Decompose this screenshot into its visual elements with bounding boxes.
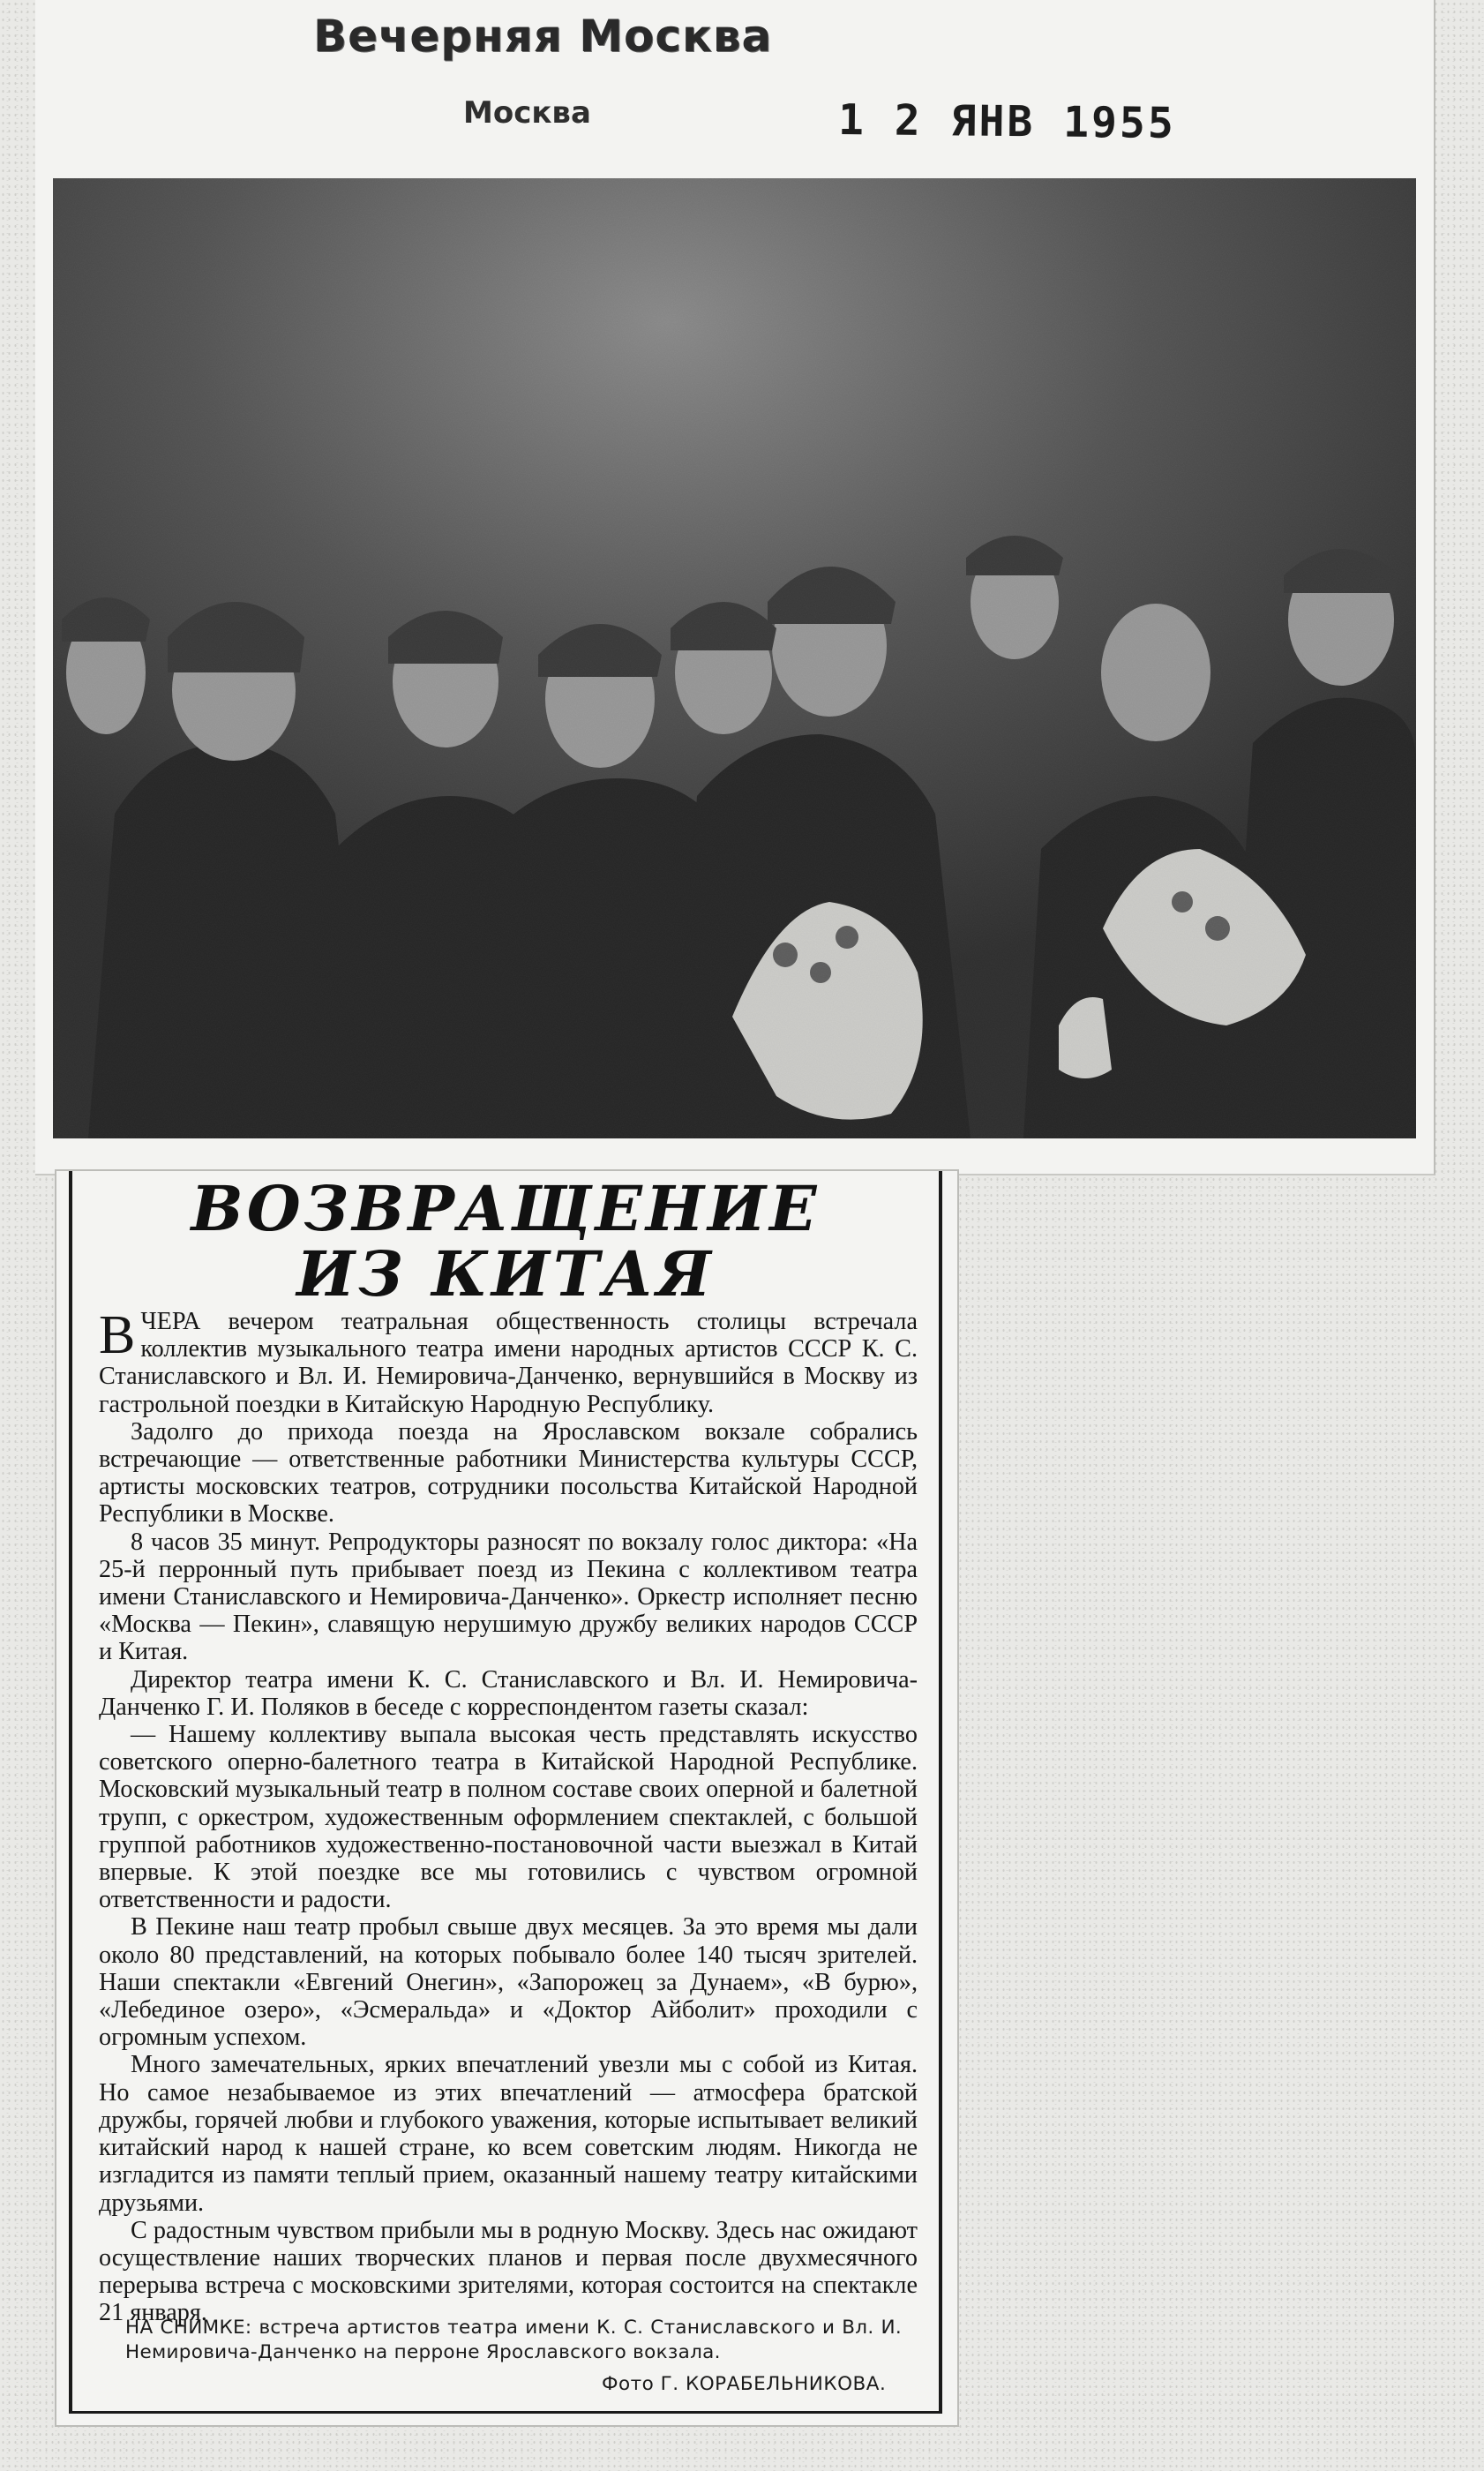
article-frame [69,1171,942,2414]
drop-cap: В [99,1305,136,1365]
paragraph-2: Задолго до прихода поезда на Ярославском вокзале собрались встречающие — ответственные работники Министерства культуры СССР, артисты московских театров, сотрудники посольства Китайской Народной Республики в Москве. [99,1417,918,1528]
article-body [99,1305,918,2327]
clipping-top [35,0,1435,1175]
paragraph-1-text: ЧЕРА вечером театральная общественность столицы встречала коллектив музыкального театра имени народных артистов СССР К. С. Станиславского и Вл. И. Немировича-Данченко, вернувшийся в Москву из гастрольной поездки в Китайскую Народную Республику. [99,1308,918,1418]
clipping-article [55,1169,959,2427]
paragraph-5: — Нашему коллективу выпала высокая честь представлять искусство советского оперно-балетного театра в Китайской Народной Республике. Московский музыкальный театр в полном составе своих оперной и балетной трупп, с оркестром, художественным оформлением спектаклей, с большой группой работников художественно-постановочной части выезжал в Китай впервые. К этой поездке все мы готовились с чувством огромной ответственности и радости. [99,1721,918,1914]
headline-line-2: ИЗ КИТАЯ [296,1237,715,1311]
paragraph-7: Много замечательных, ярких впечатлений увезли мы с собой из Китая. Но самое незабываемое из этих впечатлений — атмосфера братской дружбы, горячей любви и глубокого уважения, которые испытывает великий китайский народ к нашей стране, ко всем советским людям. Никогда не изгладится из памяти теплый прием, оказанный нашему театру китайскими друзьями. [99,2051,918,2217]
paragraph-3: 8 часов 35 минут. Репродукторы разносят по вокзалу голос диктора: «На 25-й перронный путь прибывает поезд из Пекина с коллективом театра имени Станиславского и Немировича-Данченко». Оркестр исполняет песню «Москва — Пекин», славящую нерушимую дружбу великих народов СССР и Китая. [99,1528,918,1666]
photo-caption: НА СНИМКЕ: встреча артистов театра имени К. С. Станиславского и Вл. И. Немировича-Данченко на перроне Ярославского вокзала. [125,2317,902,2363]
newspaper-title: Вечерняя Москва [313,11,773,62]
paragraph-4: Директор театра имени К. С. Станиславского и Вл. И. Немировича-Данченко Г. И. Поляков в беседе с корреспондентом газеты сказал: [99,1665,918,1721]
paragraph-6: В Пекине наш театр пробыл свыше двух месяцев. За это время мы дали около 80 представлений, на которых побывало более 140 тысяч зрителей. Наши спектакли «Евгений Онегин», «Запорожец за Дунаем», «В бурю», «Лебединое озеро», «Эсмеральда» и «Доктор Айболит» проходили с огромным успехом. [99,1913,918,2052]
headline-line-1: ВОЗВРАЩЕНИЕ [191,1172,821,1245]
city-label: Москва [463,95,591,131]
date-stamp: 1 2 ЯНВ 1955 [837,94,1177,149]
paragraph-8: С радостным чувством прибыли мы в родную Москву. Здесь нас ожидают осуществление наших творческих планов и первая после двухмесячного перерыва встреча с московскими зрителями, которая состоится на спектакле 21 января. [99,2216,918,2327]
newspaper-photo [53,178,1416,1138]
paragraph-1 [99,1305,918,1418]
article-headline [72,1171,939,1311]
photo-crowd-icon [53,178,1416,1138]
photo-credit: Фото Г. КОРАБЕЛЬНИКОВА. [602,2373,887,2395]
